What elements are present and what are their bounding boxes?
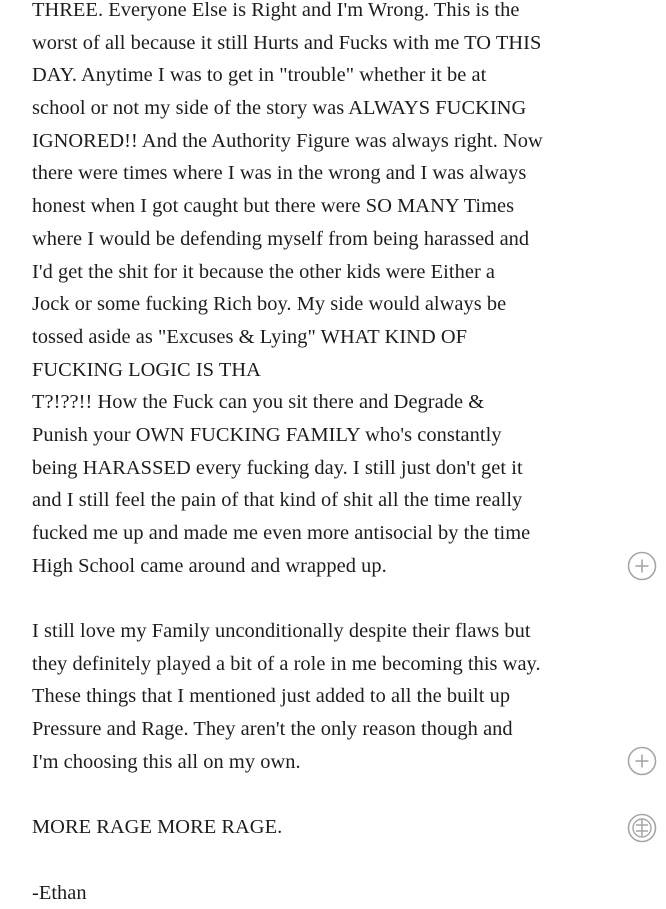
paragraph	[32, 811, 632, 844]
text-line: These things that I mentioned just added to all the built up	[32, 685, 511, 708]
text-line: Jock or some fucking Rich boy. My side would always be	[32, 293, 507, 316]
text-line: where I would be defending myself from being harassed and	[32, 227, 530, 250]
text-line: and I still feel the pain of that kind of shit all the time really	[32, 489, 523, 512]
text-line: FUCKING LOGIC IS THA	[32, 358, 261, 381]
text-line: being HARASSED every fucking day. I still just don't get it	[32, 456, 523, 479]
text-line: MORE RAGE MORE RAGE.	[32, 816, 283, 839]
text-line: honest when I got caught but there were SO MANY Times	[32, 195, 515, 218]
text-line: I'm choosing this all on my own.	[32, 750, 301, 773]
text-line: tossed aside as "Excuses & Lying" WHAT KIND OF	[32, 325, 468, 348]
paragraph-gap	[32, 844, 632, 877]
document-body	[32, 0, 632, 909]
text-line: there were times where I was in the wrong and I was always	[32, 162, 527, 185]
text-line: school or not my side of the story was ALWAYS FUCKING	[32, 97, 527, 120]
text-line: T?!??!! How the Fuck can you sit there and Degrade &	[32, 391, 485, 414]
signature-line: -Ethan	[32, 881, 87, 904]
plus-circle-icon[interactable]	[627, 551, 657, 581]
text-line: I'd get the shit for it because the other kids were Either a	[32, 260, 496, 283]
text-line: I still love my Family unconditionally despite their flaws but	[32, 620, 531, 643]
plus-circle-icon[interactable]	[627, 746, 657, 776]
paragraph	[32, 0, 632, 582]
text-line: worst of all because it still Hurts and Fucks with me TO THIS	[32, 31, 542, 54]
paragraph-gap	[32, 582, 632, 615]
text-line: IGNORED!! And the Authority Figure was always right. Now	[32, 129, 543, 152]
text-line: Punish your OWN FUCKING FAMILY who's constantly	[32, 423, 502, 446]
paragraph	[32, 615, 632, 778]
text-line: DAY. Anytime I was to get in "trouble" whether it be at	[32, 64, 487, 87]
text-line: fucked me up and made me even more antisocial by the time	[32, 522, 531, 544]
divided-plus-circle-icon[interactable]	[627, 813, 657, 843]
text-line: they definitely played a bit of a role in me becoming this way.	[32, 652, 541, 675]
paragraph-gap	[32, 779, 632, 812]
signature	[32, 877, 632, 909]
text-line: THREE. Everyone Else is Right and I'm Wrong. This is the	[32, 0, 520, 21]
text-line: High School came around and wrapped up.	[32, 554, 387, 577]
text-line: Pressure and Rage. They aren't the only reason though and	[32, 718, 513, 741]
